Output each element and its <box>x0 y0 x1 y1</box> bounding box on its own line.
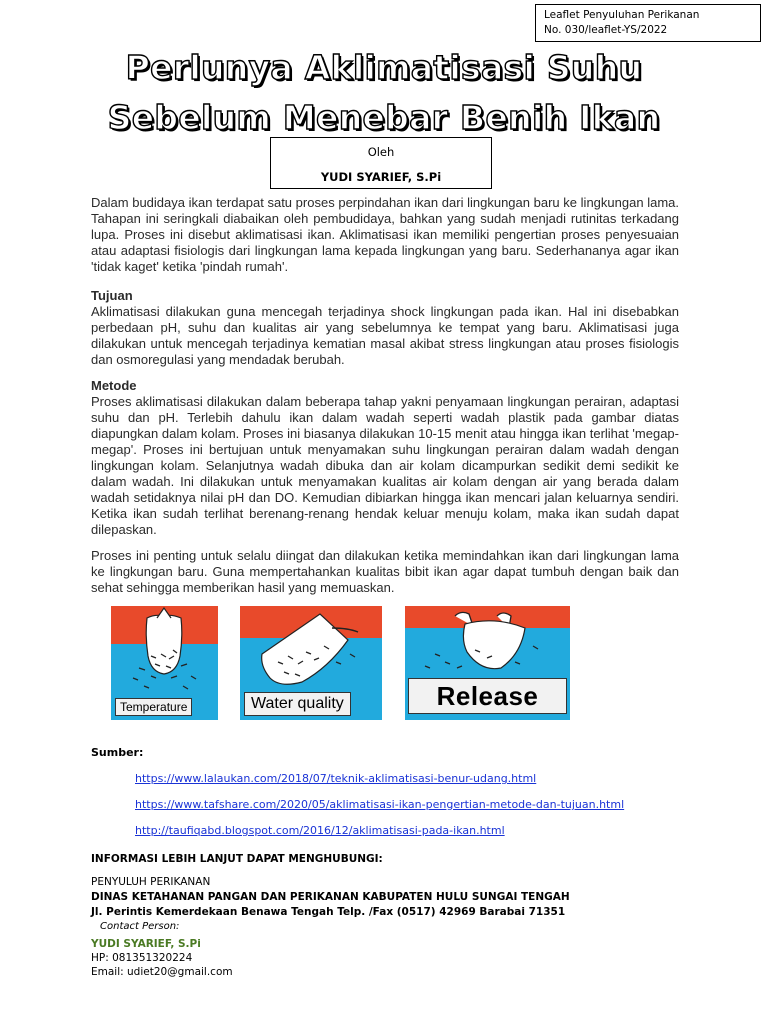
sources-heading: Sumber: <box>91 746 144 759</box>
source-link-1[interactable]: https://www.lalaukan.com/2018/07/teknik-aklimatisasi-benur-udang.html <box>135 772 537 785</box>
contact-heading: INFORMASI LEBIH LANJUT DAPAT MENGHUBUNGI: <box>91 853 383 865</box>
temperature-label: Temperature <box>115 698 192 716</box>
source-link-3[interactable]: http://taufiqabd.blogspot.com/2016/12/aklimatisasi-pada-ikan.html <box>135 824 505 837</box>
leaflet-series: Leaflet Penyuluhan Perikanan <box>544 9 700 21</box>
contact-person-label: Contact Person: <box>100 921 180 932</box>
release-illustration <box>405 606 570 720</box>
by-label: Oleh <box>367 145 395 159</box>
intro-paragraph: Dalam budidaya ikan terdapat satu proses perpindahan ikan dari lingkungan baru ke lingkungan lama. Tahapan ini seringkali diabaikan oleh pembudidaya, bahkan yang sudah menjadi rutinitas terkadang lupa. Proses ini disebut aklimatisasi ikan. Aklimatisasi ikan memiliki pengertian proses penyesuaian atau adaptasi fisiologis dari lingkungan lama kepada lingkungan yang baru. Sederhananya agar ikan 'tidak kaget' ketika 'pindah rumah'. <box>91 195 679 274</box>
org-name: PENYULUH PERIKANAN <box>91 876 211 888</box>
metode-heading: Metode <box>91 378 137 393</box>
phone-number: HP: 081351320224 <box>91 952 193 964</box>
leaflet-number: No. 030/leaflet-YS/2022 <box>544 24 668 36</box>
contact-person-name: YUDI SYARIEF, S.Pi <box>91 938 201 950</box>
water-quality-label: Water quality <box>244 692 351 716</box>
title-line-2: Sebelum Menebar Benih Ikan <box>107 98 661 137</box>
release-label: Release <box>408 678 567 714</box>
tujuan-paragraph: Aklimatisasi dilakukan guna mencegah terjadinya shock lingkungan pada ikan. Hal ini disebabkan perbedaan pH, suhu dan kualitas air yang sebelumnya ke tempat yang baru. Aklimatisasi juga dilakukan untuk mencegah terjadinya kematian masal akibat stress lingkungan atau proses fisiologis dan osmoregulasi yang mendadak berubah. <box>91 304 679 367</box>
water-quality-illustration <box>240 606 382 720</box>
author-box <box>270 137 492 189</box>
tujuan-heading: Tujuan <box>91 288 133 303</box>
source-link-2[interactable]: https://www.tafshare.com/2020/05/aklimatisasi-ikan-pengertian-metode-dan-tujuan.html <box>135 798 625 811</box>
address: Jl. Perintis Kemerdekaan Benawa Tengah Telp. /Fax (0517) 42969 Barabai 71351 <box>91 906 566 918</box>
department-name: DINAS KETAHANAN PANGAN DAN PERIKANAN KABUPATEN HULU SUNGAI TENGAH <box>91 891 570 903</box>
metode-paragraph: Proses aklimatisasi dilakukan dalam beberapa tahap yakni penyamaan lingkungan perairan, adaptasi suhu dan pH. Terlebih dahulu ikan dalam wadah seperti wadah plastik pada gambar diatas diapungkan dalam kolam. Proses ini biasanya dilakukan 10-15 menit atau hingga ikan terlihat 'megap-megap'. Proses ini bertujuan untuk menyamakan suhu lingkungan perairan dalam wadah dengan lingkungan kolam. Selanjutnya wadah dibuka dan air kolam dicampurkan sedikit demi sedikit ke dalam wadah. Ini dilakukan untuk menyamakan kualitas air kolam dengan air yang berada dalam wadah setidaknya nilai pH dan DO. Kemudian dibiarkan hingga ikan mencari jalan keluarnya sendiri. Ketika ikan sudah terlihat berenang-renang hendak keluar menuju kolam, maka ikan sudah dapat dilepaskan. <box>91 394 679 537</box>
email-address: Email: udiet20@gmail.com <box>91 966 233 978</box>
title-line-1: Perlunya Aklimatisasi Suhu <box>125 48 643 87</box>
closing-paragraph: Proses ini penting untuk selalu diingat dan dilakukan ketika memindahkan ikan dari lingkungan lama ke lingkungan baru. Guna mempertahankan kualitas bibit ikan agar dapat tumbuh dengan baik dan sehat sehingga memberikan hasil yang memuaskan. <box>91 548 679 595</box>
temperature-illustration <box>111 606 218 720</box>
leaflet-reference-box <box>535 4 761 42</box>
author-name: YUDI SYARIEF, S.Pi <box>320 170 442 184</box>
